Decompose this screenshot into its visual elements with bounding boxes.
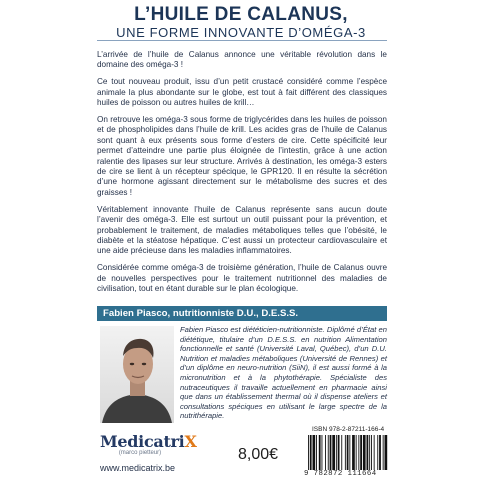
paragraph-conclusion: Considérée comme oméga-3 de troisième génération, l’huile de Calanus ouvre de nouvelles perspectives pour le traitement nutritionnel des maladies de civilisation, tout en étant durable sur le plan écologique.: [97, 263, 387, 294]
barcode-bar: [363, 435, 366, 475]
author-photo: [100, 326, 174, 423]
barcode-bar: [319, 435, 321, 475]
barcode: [306, 435, 388, 475]
book-subtitle: UNE FORME INNOVANTE D’OMÉGA-3: [116, 25, 366, 40]
barcode-bar: [347, 435, 349, 475]
barcode-bar: [360, 435, 362, 475]
barcode-bar: [341, 435, 342, 475]
cover-header: [0, 4, 482, 40]
paragraph-mechanism: On retrouve les oméga-3 sous forme de triglycérides dans les huiles de poisson et de phospholipides dans l’huile de krill. Les acides gras de l’huile de Calanus sont quant à eux présents sous forme d’esters de cire. Cette spécificité leur permet d’atteindre une partie plus éloignée de l’intestin, grâce à une action ralentie des lipases sur leur structure. Arrivés à destination, les oméga-3 esters de cire se lient à un récepteur spécique, le GPR120. Il en résulte la sécrétion d’une hormone agissant directement sur le métabolisme des sucres et des graisses !: [97, 115, 387, 197]
back-cover-text: [97, 50, 387, 301]
barcode-bar: [310, 435, 312, 475]
book-price: 8,00€: [238, 446, 279, 463]
author-bio: Fabien Piasco est diététicien-nutritionniste. Diplômé d’État en diététique, titulaire d’un D.E.S.S. en nutrition Alimentation fonctionnelle et santé (Université Laval, Québec), d’un D.U. Nutrition et maladies métaboliques (Université de Rennes) et d’un diplôme en neuro-nutrition (SiiN), il est aussi formé à la micronutrition et à la phytothérapie. Spécialiste des nutraceutiques il travaille actuellement en pharmacie ainsi que dans un établissement thermal où il dispense ateliers et consultations spéciques en utilisant le large spectre de la nutrithérapie.: [180, 325, 387, 421]
barcode-bar: [379, 435, 381, 475]
author-heading: Fabien Piasco, nutritionniste D.U., D.E.S.S.: [97, 306, 387, 321]
barcode-bar: [316, 435, 317, 475]
author-portrait-icon: [100, 326, 174, 423]
barcode-bar: [371, 435, 372, 475]
book-title: L’HUILE DE CALANUS,: [134, 4, 348, 25]
barcode-bar: [330, 435, 332, 475]
publisher-website: www.medicatrix.be: [100, 463, 176, 473]
barcode-bar: [383, 435, 384, 475]
logo-main: Medicatri: [100, 432, 185, 451]
barcode-bar: [374, 435, 375, 475]
publisher-logo-subtitle: (marco pietteur): [118, 450, 162, 456]
barcode-bar: [332, 435, 335, 475]
paragraph-product: Ce tout nouveau produit, issu d’un petit crustacé considéré comme l’espèce animale la plus abondante sur le globe, est tout à fait différent des classiques huiles de poisson ou autres huiles de krill…: [97, 77, 387, 108]
isbn-label: ISBN 978-2-87211-166-4: [312, 426, 385, 433]
header-divider: [97, 40, 387, 41]
barcode-bar: [385, 435, 388, 475]
barcode-bar: [345, 435, 346, 475]
paragraph-benefits: Véritablement innovante l’huile de Calanus représente sans aucun doute l’avenir des oméga-3. Elle est surtout un outil puissant pour la prévention, et probablement le traitement, de maladies métaboliques telles que l’obésité, le diabète et la stéatose hépatique. C’est aussi un protecteur cardiovasculaire et une aide précieuse dans les maladies inflammatoires.: [97, 204, 387, 256]
barcode-bar: [338, 435, 340, 475]
barcode-bar: [322, 435, 323, 475]
publisher-logo-text: [100, 432, 197, 451]
barcode-bar: [367, 435, 369, 475]
barcode-bar: [358, 435, 359, 475]
logo-x: X: [184, 432, 197, 451]
barcode-bar: [328, 435, 329, 475]
barcode-bar: [356, 435, 357, 475]
barcode-bar: [377, 435, 378, 475]
barcode-digits: 9 782872 111664: [304, 470, 390, 478]
barcode-bar: [352, 435, 355, 475]
barcode-bar: [349, 435, 350, 475]
barcode-bar: [369, 435, 370, 475]
barcode-bar: [313, 435, 316, 475]
barcode-bar: [336, 435, 337, 475]
paragraph-intro: L’arrivée de l’huile de Calanus annonce une véritable révolution dans le domaine des oméga-3 !: [97, 50, 387, 70]
barcode-bar: [325, 435, 326, 475]
barcode-bar: [308, 435, 309, 475]
publisher-logo: [100, 432, 197, 456]
